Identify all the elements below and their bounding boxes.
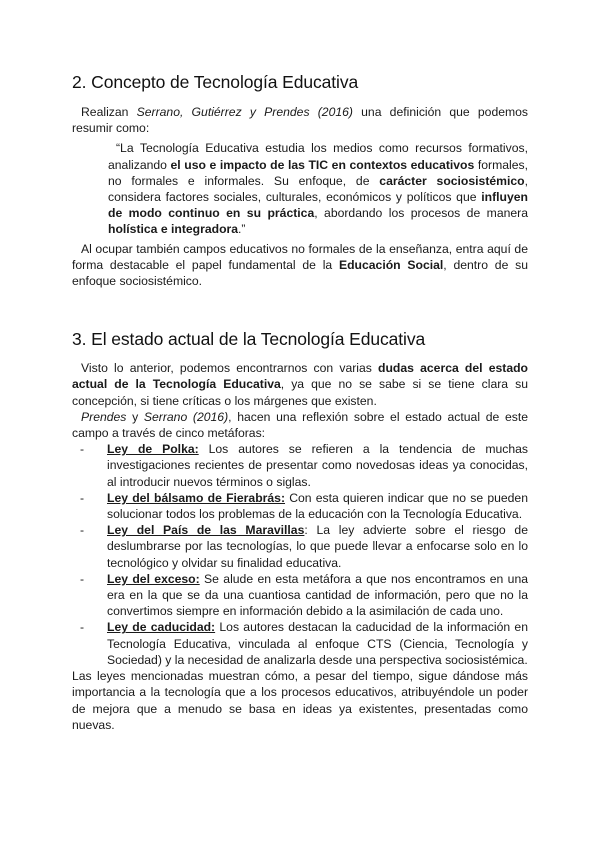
quote-text: , considera factores sociales, culturales, económicos y políticos que [108,173,528,205]
laws-list [72,441,528,668]
section-3-conclusion: Las leyes mencionadas muestran cómo, a pesar del tiempo, sigue dándose más importancia a la tecnología que a los procesos educativos, atribuyéndole un poder de mejora que a menudo se basa en ideas ya existentes, presentadas como nuevas. [72,669,528,732]
section-3-metaphors-intro [72,409,528,441]
law-name: Ley de caducidad: [107,620,216,635]
law-text: : La ley advierte sobre el riesgo de deslumbrarse por las tecnologías, lo que puede llevar a enfocarse solo en lo tecnológico y olvidar su finalidad educativa. [107,523,528,570]
quote-bold: influyen de modo continuo en su práctica [108,190,528,221]
quote-bold: carácter sociosistémico [379,173,525,188]
dash-bullet: - [79,571,85,586]
law-text: Los autores se refieren a la tendencia de muchas investigaciones recientes de presentar como novedosas ideas ya conocidas, al introducir nuevos términos o siglas. [107,442,528,489]
quote-text: , abordando los procesos de manera [314,206,528,221]
closing-text-end: , dentro de su enfoque sociosistémico. [72,257,529,289]
closing-text: Al ocupar también campos educativos no formales de la enseñanza, entra aquí de forma destacable el papel fundamental de la [72,241,528,272]
intro-text: Visto lo anterior, podemos encontrarnos con varias [81,361,379,376]
law-name: Ley del País de las Maravillas [107,523,305,538]
section-3-intro [72,360,528,409]
quote-bold: holística e integradora [108,222,239,237]
intro-text-end: , ya que no se sabe si se tiene clara su concepción, si tiene críticas o los márgenes que existen. [72,377,528,408]
section-2-intro [72,104,528,136]
quote-bold: el uso e impacto de las TIC en contextos educativos [170,157,475,172]
law-text: Se alude en esta metáfora a que nos encontramos en una era en la que se da una cuantiosa cantidad de información, pero que no la convertimos siempre en información debido a la asimilación de cada uno. [107,571,528,619]
list-item [79,571,528,620]
closing-bold: Educación Social [338,257,444,272]
quote-text: formales, no formales e informales. Su enfoque, de [108,157,528,188]
dash-bullet: - [79,442,85,457]
dash-bullet: - [79,523,85,538]
section-2-closing [72,241,528,290]
intro-bold: dudas acerca del estado actual de la Tecnología Educativa [72,361,528,392]
law-name: Ley del bálsamo de Fierabrás: [107,490,286,505]
section-2-heading: 2. Concepto de Tecnología Educativa [72,72,359,92]
metaphors-text: , hacen una reflexión sobre el estado actual de este campo a través de cinco metáforas: [72,409,528,441]
list-item [79,490,528,522]
author-serrano: Serrano (2016) [143,409,229,424]
quote-text: .” [238,222,246,237]
list-item [79,441,528,490]
law-name: Ley de Polka: [107,442,199,457]
law-text: Con esta quieren indicar que no se pueden solucionar todos los problemas de la educación con la Tecnología Educativa. [107,490,528,522]
law-text: Los autores destacan la caducidad de la información en Tecnología Educativa, vinculada al enfoque CTS (Ciencia, Tecnología y Sociedad) y la necesidad de analizarla desde una perspectiva sociosistémica. [107,620,528,667]
intro-text: Realizan [81,105,137,119]
intro-authors: Serrano, Gutiérrez y Prendes (2016) [136,105,353,119]
list-item [79,619,528,668]
definition-quote [108,140,528,237]
intro-text-end: una definición que podemos resumir como: [72,105,529,136]
dash-bullet: - [79,620,85,635]
law-name: Ley del exceso: [107,571,200,586]
list-item [79,522,528,571]
author-join: y [126,409,144,424]
author-prendes: Prendes [81,409,127,424]
quote-text: “La Tecnología Educativa estudia los medios como recursos formativos, analizando [108,141,528,172]
dash-bullet: - [79,490,85,505]
section-3-heading: 3. El estado actual de la Tecnología Educativa [72,329,426,350]
